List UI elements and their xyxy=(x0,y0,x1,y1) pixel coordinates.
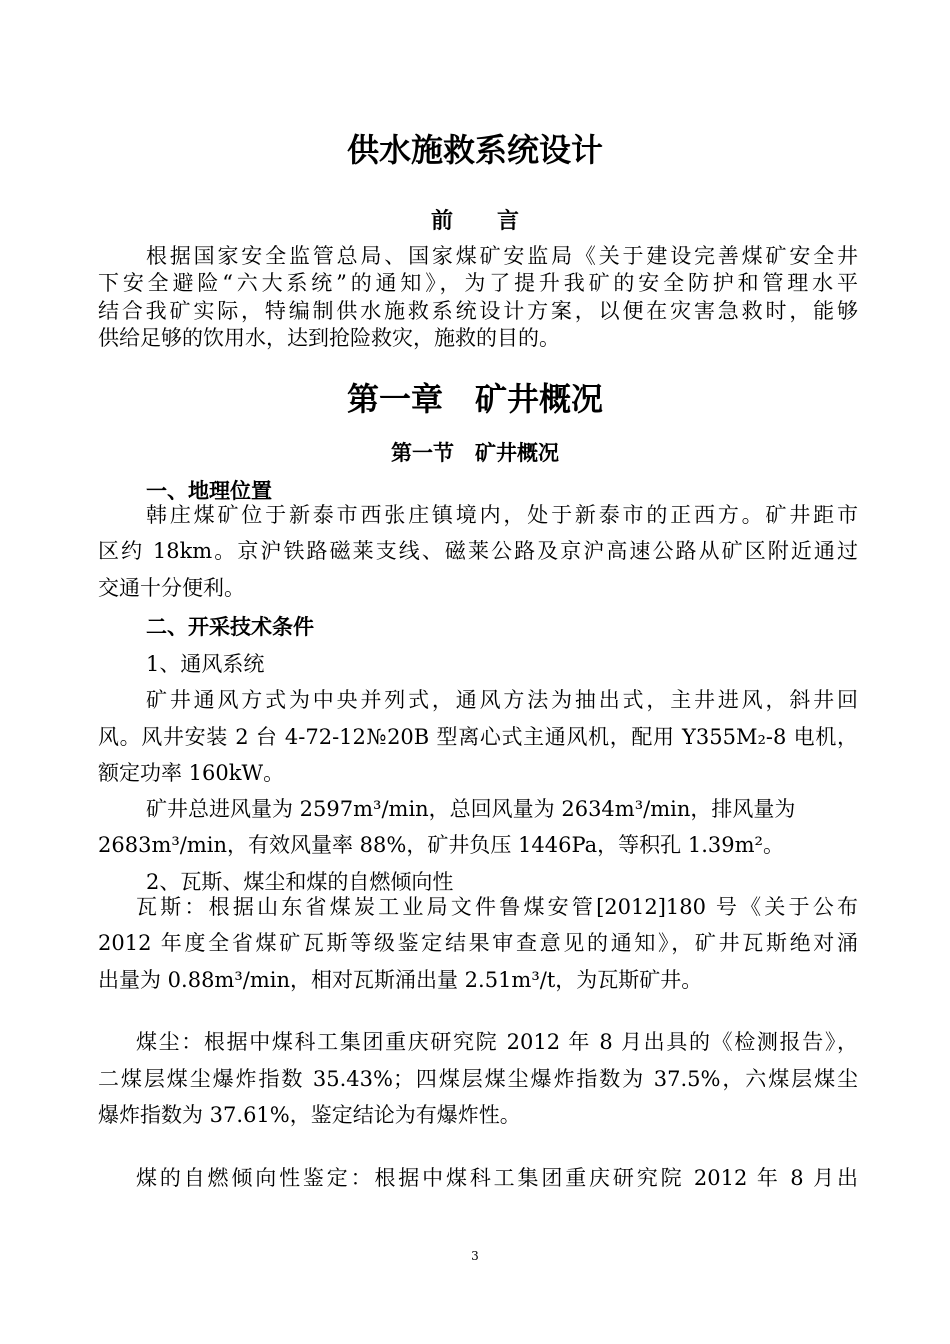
preface-line: 供给足够的饮用水，达到抢险救灾，施救的目的。 xyxy=(98,326,560,350)
geo-line: 交通十分便利。 xyxy=(98,576,245,600)
gas-line: 2012 年度全省煤矿瓦斯等级鉴定结果审查意见的通知》，矿井瓦斯绝对涌 xyxy=(98,931,858,955)
document-title: 供水施救系统设计 xyxy=(346,131,603,169)
vent-line: 矿井通风方式为中央并列式，通风方法为抽出式，主井进风，斜井回 xyxy=(146,688,858,712)
heading-ventilation: 1、通风系统 xyxy=(146,652,265,676)
section-title: 第一节 矿井概况 xyxy=(391,441,559,465)
heading-mining-conditions: 二、开采技术条件 xyxy=(146,615,314,639)
dust-line: 煤尘：根据中煤科工集团重庆研究院 2012 年 8 月出具的《检测报告》， xyxy=(136,1030,858,1054)
heading-geography: 一、地理位置 xyxy=(146,479,272,503)
preface-line: 根据国家安全监管总局、国家煤矿安监局《关于建设完善煤矿安全井 xyxy=(146,244,858,268)
preface-line: 下安全避险“六大系统”的通知》，为了提升我矿的安全防护和管理水平 xyxy=(98,271,858,295)
preface-line: 结合我矿实际，特编制供水施救系统设计方案，以便在灾害急救时，能够 xyxy=(98,299,858,323)
air-line: 矿井总进风量为 2597m³/min，总回风量为 2634m³/min，排风量为 xyxy=(146,797,796,821)
air-line: 2683m³/min，有效风量率 88%，矿井负压 1446Pa，等积孔 1.39m²。 xyxy=(98,833,784,857)
chapter-title: 第一章 矿井概况 xyxy=(346,380,603,418)
heading-gas-dust: 2、瓦斯、煤尘和煤的自燃倾向性 xyxy=(146,870,454,894)
geo-line: 韩庄煤矿位于新泰市西张庄镇境内，处于新泰市的正西方。矿井距市 xyxy=(146,503,858,527)
page-number: 3 xyxy=(471,1249,479,1263)
gas-line: 出量为 0.88m³/min，相对瓦斯涌出量 2.51m³/t，为瓦斯矿井。 xyxy=(98,968,703,992)
vent-line: 风。风井安装 2 台 4-72-12№20B 型离心式主通风机，配用 Y355M₂-8 电机， xyxy=(98,725,858,749)
preface-heading: 前 言 xyxy=(430,209,519,234)
gas-line: 瓦斯：根据山东省煤炭工业局文件鲁煤安管[2012]180 号《关于公布 xyxy=(136,895,858,919)
dust-line: 二煤层煤尘爆炸指数 35.43%；四煤层煤尘爆炸指数为 37.5%，六煤层煤尘 xyxy=(98,1067,858,1091)
dust-line: 爆炸指数为 37.61%，鉴定结论为有爆炸性。 xyxy=(98,1103,521,1127)
vent-line: 额定功率 160kW。 xyxy=(98,761,285,785)
geo-line: 区约 18km。京沪铁路磁莱支线、磁莱公路及京沪高速公路从矿区附近通过 xyxy=(98,539,858,563)
spontaneous-combustion-line: 煤的自燃倾向性鉴定：根据中煤科工集团重庆研究院 2012 年 8 月出 xyxy=(136,1166,858,1190)
